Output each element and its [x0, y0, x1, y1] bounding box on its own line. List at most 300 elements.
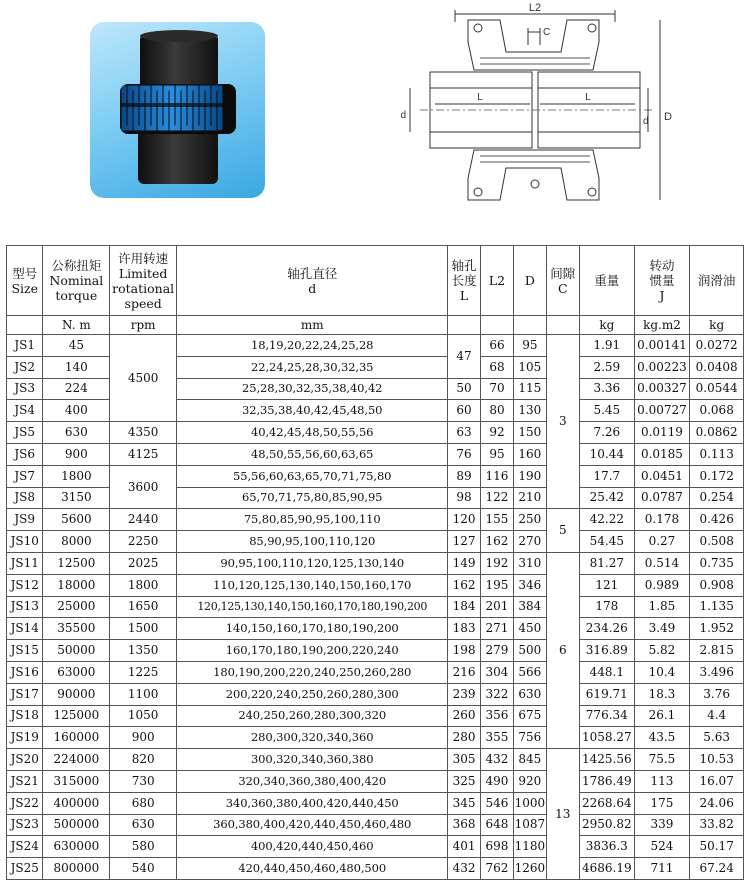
table-row	[7, 836, 744, 858]
unit-inertia: kg.m2	[634, 316, 690, 335]
weight-cell: 3836.3	[579, 836, 634, 858]
length-cell: 149	[448, 552, 480, 574]
inertia-cell: 0.0119	[634, 422, 690, 444]
size-cell: JS3	[7, 378, 43, 400]
unit-l2	[480, 316, 513, 335]
speed-cell: 1050	[110, 705, 177, 727]
torque-cell: 45	[43, 335, 110, 357]
length-cell: 239	[448, 683, 480, 705]
length-cell: 280	[448, 727, 480, 749]
bore-cell: 320,340,360,380,400,420	[177, 770, 448, 792]
col-torque-header: 公称扭矩 Nominal torque	[43, 246, 110, 316]
d-cell: 384	[514, 596, 546, 618]
table-row	[7, 814, 744, 836]
table-row	[7, 443, 744, 465]
inertia-cell: 5.82	[634, 640, 690, 662]
length-cell: 50	[448, 378, 480, 400]
l2-cell: 66	[480, 335, 513, 357]
bore-cell: 340,360,380,400,420,440,450	[177, 792, 448, 814]
weight-cell: 121	[579, 574, 634, 596]
d-cell: 1180	[514, 836, 546, 858]
torque-cell: 160000	[43, 727, 110, 749]
size-cell: JS15	[7, 640, 43, 662]
size-cell: JS16	[7, 661, 43, 683]
size-cell: JS10	[7, 531, 43, 553]
d-cell: 346	[514, 574, 546, 596]
bore-cell: 120,125,130,140,150,160,170,180,190,200	[177, 596, 448, 618]
d-cell: 95	[514, 335, 546, 357]
unit-weight: kg	[579, 316, 634, 335]
table-row	[7, 727, 744, 749]
length-cell: 198	[448, 640, 480, 662]
table-row	[7, 531, 744, 553]
inertia-cell: 524	[634, 836, 690, 858]
size-cell: JS18	[7, 705, 43, 727]
bore-cell: 300,320,340,360,380	[177, 749, 448, 771]
weight-cell: 1786.49	[579, 770, 634, 792]
d-cell: 845	[514, 749, 546, 771]
bore-cell: 55,56,60,63,65,70,71,75,80	[177, 465, 448, 487]
size-cell: JS14	[7, 618, 43, 640]
bore-cell: 360,380,400,420,440,450,460,480	[177, 814, 448, 836]
weight-cell: 5.45	[579, 400, 634, 422]
bore-cell: 48,50,55,56,60,63,65	[177, 443, 448, 465]
table-row	[7, 683, 744, 705]
size-cell: JS11	[7, 552, 43, 574]
size-cell: JS19	[7, 727, 43, 749]
speed-cell: 580	[110, 836, 177, 858]
bore-cell: 65,70,71,75,80,85,90,95	[177, 487, 448, 509]
torque-cell: 125000	[43, 705, 110, 727]
torque-cell: 18000	[43, 574, 110, 596]
speed-cell: 4500	[110, 335, 177, 422]
grease-cell: 33.82	[690, 814, 744, 836]
col-inertia-header: 转动 惯量 J	[634, 246, 690, 316]
weight-cell: 54.45	[579, 531, 634, 553]
l2-cell: 279	[480, 640, 513, 662]
table-row	[7, 749, 744, 771]
length-cell: 47	[448, 335, 480, 379]
gap-cell: 3	[546, 335, 579, 509]
table-row	[7, 770, 744, 792]
d-cell: 190	[514, 465, 546, 487]
bore-cell: 420,440,450,460,480,500	[177, 858, 448, 880]
d-cell: 1000	[514, 792, 546, 814]
bore-cell: 75,80,85,90,95,100,110	[177, 509, 448, 531]
speed-cell: 1650	[110, 596, 177, 618]
l2-cell: 95	[480, 443, 513, 465]
l2-cell: 698	[480, 836, 513, 858]
grease-cell: 67.24	[690, 858, 744, 880]
inertia-cell: 26.1	[634, 705, 690, 727]
weight-cell: 316.89	[579, 640, 634, 662]
grease-cell: 0.0272	[690, 335, 744, 357]
torque-cell: 90000	[43, 683, 110, 705]
length-cell: 162	[448, 574, 480, 596]
grease-cell: 0.508	[690, 531, 744, 553]
length-cell: 184	[448, 596, 480, 618]
unit-length	[448, 316, 480, 335]
bore-cell: 110,120,125,130,140,150,160,170	[177, 574, 448, 596]
inertia-cell: 3.49	[634, 618, 690, 640]
length-cell: 345	[448, 792, 480, 814]
speed-cell: 1350	[110, 640, 177, 662]
d-cell: 500	[514, 640, 546, 662]
grease-cell: 0.254	[690, 487, 744, 509]
l2-cell: 195	[480, 574, 513, 596]
d-cell: 920	[514, 770, 546, 792]
inertia-cell: 0.27	[634, 531, 690, 553]
d-cell: 105	[514, 356, 546, 378]
l2-cell: 162	[480, 531, 513, 553]
inertia-cell: 711	[634, 858, 690, 880]
l2-cell: 762	[480, 858, 513, 880]
inertia-cell: 113	[634, 770, 690, 792]
torque-cell: 5600	[43, 509, 110, 531]
l2-cell: 304	[480, 661, 513, 683]
col-gap-header: 间隙 C	[546, 246, 579, 316]
weight-cell: 776.34	[579, 705, 634, 727]
inertia-cell: 43.5	[634, 727, 690, 749]
grease-cell: 3.76	[690, 683, 744, 705]
torque-cell: 8000	[43, 531, 110, 553]
torque-cell: 400	[43, 400, 110, 422]
speed-cell: 3600	[110, 465, 177, 509]
table-row	[7, 858, 744, 880]
l2-cell: 122	[480, 487, 513, 509]
torque-cell: 315000	[43, 770, 110, 792]
length-cell: 60	[448, 400, 480, 422]
inertia-cell: 0.0787	[634, 487, 690, 509]
inertia-cell: 0.514	[634, 552, 690, 574]
torque-cell: 400000	[43, 792, 110, 814]
size-cell: JS1	[7, 335, 43, 357]
unit-torque: N. m	[43, 316, 110, 335]
speed-cell: 1225	[110, 661, 177, 683]
dim-d-left-label: d	[400, 110, 406, 121]
weight-cell: 1.91	[579, 335, 634, 357]
weight-cell: 4686.19	[579, 858, 634, 880]
table-row	[7, 792, 744, 814]
size-cell: JS17	[7, 683, 43, 705]
l2-cell: 546	[480, 792, 513, 814]
speed-cell: 1800	[110, 574, 177, 596]
table-row	[7, 509, 744, 531]
inertia-cell: 18.3	[634, 683, 690, 705]
bore-cell: 400,420,440,450,460	[177, 836, 448, 858]
dim-c-label: C	[543, 27, 551, 38]
gap-cell: 5	[546, 509, 579, 553]
weight-cell: 10.44	[579, 443, 634, 465]
grease-cell: 0.0544	[690, 378, 744, 400]
speed-cell: 540	[110, 858, 177, 880]
bore-cell: 90,95,100,110,120,125,130,140	[177, 552, 448, 574]
d-cell: 1087	[514, 814, 546, 836]
grease-cell: 24.06	[690, 792, 744, 814]
length-cell: 216	[448, 661, 480, 683]
grease-cell: 0.0408	[690, 356, 744, 378]
weight-cell: 619.71	[579, 683, 634, 705]
size-cell: JS22	[7, 792, 43, 814]
l2-cell: 92	[480, 422, 513, 444]
bore-cell: 85,90,95,100,110,120	[177, 531, 448, 553]
unit-gap	[546, 316, 579, 335]
length-cell: 368	[448, 814, 480, 836]
unit-size	[7, 316, 43, 335]
torque-cell: 1800	[43, 465, 110, 487]
size-cell: JS8	[7, 487, 43, 509]
d-cell: 675	[514, 705, 546, 727]
size-cell: JS6	[7, 443, 43, 465]
speed-cell: 4350	[110, 422, 177, 444]
grease-cell: 0.908	[690, 574, 744, 596]
col-weight-header: 重量	[579, 246, 634, 316]
length-cell: 432	[448, 858, 480, 880]
weight-cell: 25.42	[579, 487, 634, 509]
bore-cell: 280,300,320,340,360	[177, 727, 448, 749]
grid-coupling-image	[90, 22, 265, 198]
grease-cell: 10.53	[690, 749, 744, 771]
size-cell: JS2	[7, 356, 43, 378]
grease-cell: 4.4	[690, 705, 744, 727]
grease-cell: 1.952	[690, 618, 744, 640]
grease-cell: 0.113	[690, 443, 744, 465]
l2-cell: 155	[480, 509, 513, 531]
grease-cell: 0.068	[690, 400, 744, 422]
speed-cell: 4125	[110, 443, 177, 465]
length-cell: 401	[448, 836, 480, 858]
torque-cell: 630	[43, 422, 110, 444]
length-cell: 305	[448, 749, 480, 771]
length-cell: 89	[448, 465, 480, 487]
weight-cell: 2.59	[579, 356, 634, 378]
d-cell: 756	[514, 727, 546, 749]
torque-cell: 63000	[43, 661, 110, 683]
speed-cell: 900	[110, 727, 177, 749]
inertia-cell: 175	[634, 792, 690, 814]
weight-cell: 448.1	[579, 661, 634, 683]
torque-cell: 500000	[43, 814, 110, 836]
torque-cell: 630000	[43, 836, 110, 858]
table-row	[7, 640, 744, 662]
d-cell: 150	[514, 422, 546, 444]
bore-cell: 160,170,180,190,200,220,240	[177, 640, 448, 662]
torque-cell: 12500	[43, 552, 110, 574]
d-cell: 1260	[514, 858, 546, 880]
table-row	[7, 661, 744, 683]
d-cell: 630	[514, 683, 546, 705]
grease-cell: 0.735	[690, 552, 744, 574]
table-row	[7, 552, 744, 574]
grease-cell: 16.07	[690, 770, 744, 792]
size-cell: JS20	[7, 749, 43, 771]
l2-cell: 322	[480, 683, 513, 705]
d-cell: 115	[514, 378, 546, 400]
length-cell: 63	[448, 422, 480, 444]
inertia-cell: 0.0451	[634, 465, 690, 487]
inertia-cell: 0.0185	[634, 443, 690, 465]
weight-cell: 17.7	[579, 465, 634, 487]
l2-cell: 80	[480, 400, 513, 422]
inertia-cell: 0.178	[634, 509, 690, 531]
inertia-cell: 1.85	[634, 596, 690, 618]
grease-cell: 0.0862	[690, 422, 744, 444]
grease-cell: 1.135	[690, 596, 744, 618]
col-size-header: 型号 Size	[7, 246, 43, 316]
inertia-cell: 10.4	[634, 661, 690, 683]
gap-cell: 13	[546, 749, 579, 880]
size-cell: JS7	[7, 465, 43, 487]
grease-cell: 50.17	[690, 836, 744, 858]
weight-cell: 7.26	[579, 422, 634, 444]
coupling-photo	[90, 22, 265, 198]
length-cell: 98	[448, 487, 480, 509]
d-cell: 160	[514, 443, 546, 465]
l2-cell: 490	[480, 770, 513, 792]
length-cell: 120	[448, 509, 480, 531]
size-cell: JS9	[7, 509, 43, 531]
speed-cell: 680	[110, 792, 177, 814]
weight-cell: 178	[579, 596, 634, 618]
weight-cell: 81.27	[579, 552, 634, 574]
speed-cell: 820	[110, 749, 177, 771]
size-cell: JS21	[7, 770, 43, 792]
col-l2-header: L2	[480, 246, 513, 316]
length-cell: 325	[448, 770, 480, 792]
speed-cell: 2440	[110, 509, 177, 531]
bore-cell: 22,24,25,28,30,32,35	[177, 356, 448, 378]
size-cell: JS4	[7, 400, 43, 422]
col-grease-header: 润滑油	[690, 246, 744, 316]
bore-cell: 18,19,20,22,24,25,28	[177, 335, 448, 357]
gap-cell: 6	[546, 552, 579, 748]
d-cell: 130	[514, 400, 546, 422]
weight-cell: 2268.64	[579, 792, 634, 814]
l2-cell: 432	[480, 749, 513, 771]
table-row	[7, 618, 744, 640]
table-row	[7, 574, 744, 596]
size-cell: JS23	[7, 814, 43, 836]
dim-l-left-label: L	[477, 92, 483, 103]
length-cell: 76	[448, 443, 480, 465]
inertia-cell: 0.00327	[634, 378, 690, 400]
grease-cell: 0.426	[690, 509, 744, 531]
size-cell: JS24	[7, 836, 43, 858]
col-speed-header: 许用转速 Limited rotational speed	[110, 246, 177, 316]
torque-cell: 3150	[43, 487, 110, 509]
table-row	[7, 596, 744, 618]
speed-cell: 730	[110, 770, 177, 792]
torque-cell: 224000	[43, 749, 110, 771]
inertia-cell: 0.00223	[634, 356, 690, 378]
weight-cell: 2950.82	[579, 814, 634, 836]
bore-cell: 180,190,200,220,240,250,260,280	[177, 661, 448, 683]
d-cell: 566	[514, 661, 546, 683]
bore-cell: 40,42,45,48,50,55,56	[177, 422, 448, 444]
dim-l2-label: L2	[528, 2, 542, 14]
grease-cell: 3.496	[690, 661, 744, 683]
grease-cell: 5.63	[690, 727, 744, 749]
length-cell: 127	[448, 531, 480, 553]
dim-outer-d-label: D	[664, 111, 672, 123]
unit-speed: rpm	[110, 316, 177, 335]
inertia-cell: 0.00727	[634, 400, 690, 422]
torque-cell: 224	[43, 378, 110, 400]
l2-cell: 648	[480, 814, 513, 836]
size-cell: JS25	[7, 858, 43, 880]
col-d-header: D	[514, 246, 546, 316]
inertia-cell: 339	[634, 814, 690, 836]
unit-grease: kg	[690, 316, 744, 335]
torque-cell: 800000	[43, 858, 110, 880]
dim-l-right-label: L	[585, 92, 591, 103]
l2-cell: 192	[480, 552, 513, 574]
table-row	[7, 705, 744, 727]
unit-bore: mm	[177, 316, 448, 335]
weight-cell: 42.22	[579, 509, 634, 531]
torque-cell: 140	[43, 356, 110, 378]
inertia-cell: 75.5	[634, 749, 690, 771]
weight-cell: 3.36	[579, 378, 634, 400]
l2-cell: 70	[480, 378, 513, 400]
coupling-section-drawing	[380, 0, 700, 225]
l2-cell: 356	[480, 705, 513, 727]
inertia-cell: 0.989	[634, 574, 690, 596]
l2-cell: 201	[480, 596, 513, 618]
speed-cell: 630	[110, 814, 177, 836]
l2-cell: 355	[480, 727, 513, 749]
size-cell: JS12	[7, 574, 43, 596]
size-cell: JS13	[7, 596, 43, 618]
dim-d-right-label: d	[643, 116, 649, 127]
col-bore-header: 轴孔直径 d	[177, 246, 448, 316]
size-cell: JS5	[7, 422, 43, 444]
table-row	[7, 422, 744, 444]
d-cell: 270	[514, 531, 546, 553]
table-row	[7, 465, 744, 487]
spec-table	[6, 245, 744, 880]
l2-cell: 271	[480, 618, 513, 640]
bore-cell: 32,35,38,40,42,45,48,50	[177, 400, 448, 422]
torque-cell: 35500	[43, 618, 110, 640]
torque-cell: 50000	[43, 640, 110, 662]
unit-d	[514, 316, 546, 335]
torque-cell: 900	[43, 443, 110, 465]
speed-cell: 2250	[110, 531, 177, 553]
speed-cell: 1100	[110, 683, 177, 705]
bore-cell: 140,150,160,170,180,190,200	[177, 618, 448, 640]
torque-cell: 25000	[43, 596, 110, 618]
table-row	[7, 335, 744, 357]
speed-cell: 2025	[110, 552, 177, 574]
bore-cell: 25,28,30,32,35,38,40,42	[177, 378, 448, 400]
l2-cell: 68	[480, 356, 513, 378]
inertia-cell: 0.00141	[634, 335, 690, 357]
length-cell: 183	[448, 618, 480, 640]
grease-cell: 0.172	[690, 465, 744, 487]
d-cell: 210	[514, 487, 546, 509]
weight-cell: 1425.56	[579, 749, 634, 771]
grease-cell: 2.815	[690, 640, 744, 662]
l2-cell: 116	[480, 465, 513, 487]
d-cell: 250	[514, 509, 546, 531]
d-cell: 310	[514, 552, 546, 574]
length-cell: 260	[448, 705, 480, 727]
d-cell: 450	[514, 618, 546, 640]
col-length-header: 轴孔 长度 L	[448, 246, 480, 316]
speed-cell: 1500	[110, 618, 177, 640]
weight-cell: 1058.27	[579, 727, 634, 749]
